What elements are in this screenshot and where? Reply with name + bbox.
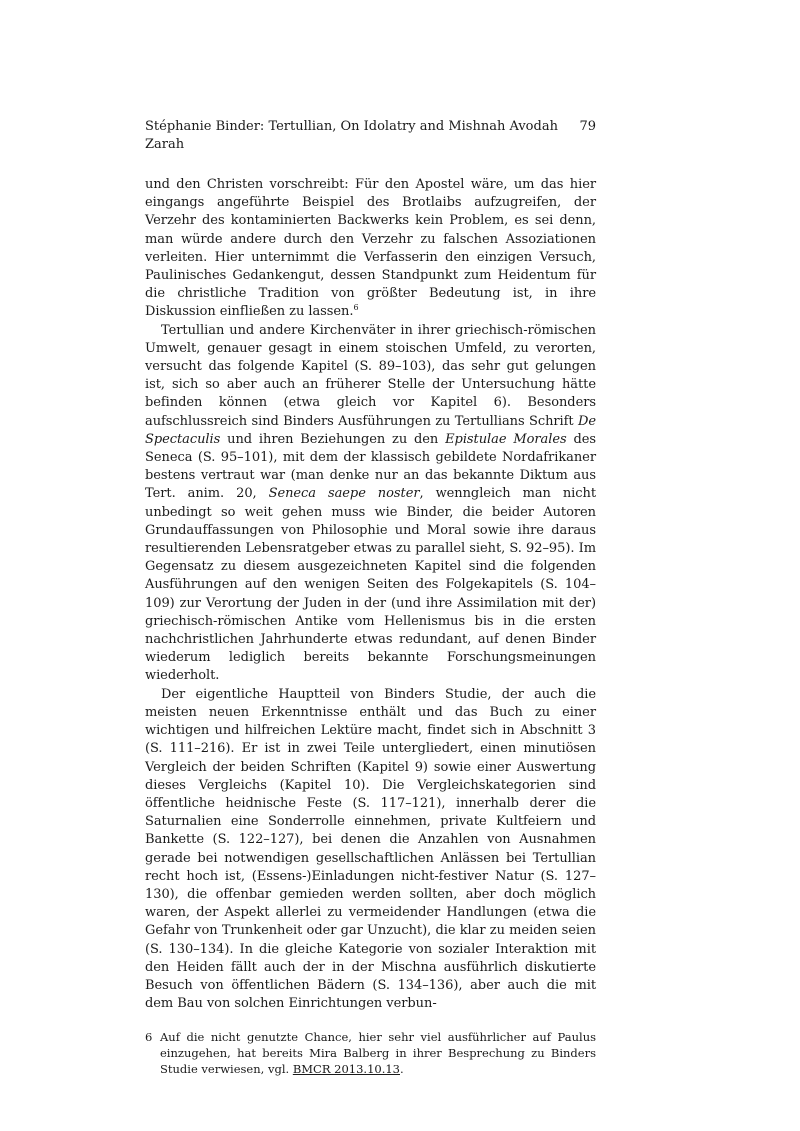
text-segment: Der eigentliche Hauptteil von Binders Studie, der auch die meisten neuen Erkenntnisse enthält und das Buch zu einer wichtigen und hilfreichen Lektüre macht, findet sich in Abschnitt 3 (S. 111–216). Er ist in zwei Teile untergliedert, einen minutiösen Vergleich der beiden Schriften (Kapitel 9) sowie einer Auswertung dieses Vergleichs (Kapitel 10). Die Vergleichskategorien sind öffentliche heidnische Feste (S. 117–121), innerhalb derer die Saturnalien eine Sonderrolle einnehmen, private Kultfeiern und Bankette (S. 122–127), bei denen die Anzahlen von Ausnahmen gerade bei notwendigen gesellschaftlichen Anlässen bei Tertullian recht hoch ist, (Essens-)Einladungen nicht-festiver Natur (S. 127–130), die offenbar gemieden werden sollten, aber doch möglich waren, der Aspekt allerlei zu vermeidender Handlungen (etwa die Gefahr von Trunkenheit oder gar Unzucht), die klar zu meiden seien (S. 130–134). In die gleiche Kategorie von sozialer Interaktion mit den Heiden fällt auch der in der Mischna ausführlich diskutierte Besuch von öffentlichen Bädern (S. 134–136), aber auch die mit dem Bau von solchen Einrichtungen verbun- <box>145 686 596 1012</box>
footnote-body: Auf die nicht genutzte Chance, hier sehr viel ausführlicher auf Paulus einzugehen, hat bereits Mira Balberg in ihrer Besprechung zu Binders Studie verwiesen, vgl. <box>160 1030 596 1077</box>
text-segment: und den Christen vorschreibt: Für den Apostel wäre, um das hier eingangs angeführte Beispiel des Brotlaibs aufzugreifen, der Verzehr des kontaminierten Backwerks kein Problem, es sei denn, man würde andere durch den Verzehr zu falschen Assoziationen verleiten. Hier unternimmt die Verfasserin den einzigen Versuch, Paulinisches Gedankengut, dessen Standpunkt zum Heidentum für die christliche Tradition von größter Bedeutung ist, in ihre Diskussion einfließen zu lassen. <box>145 177 596 320</box>
footnote-reference: 6 <box>353 303 359 313</box>
text-segment: Tertullian und andere Kirchenväter in ihrer griechisch-römischen Umwelt, genauer gesagt in einem stoischen Umfeld, zu verorten, versucht das folgende Kapitel (S. 89–103), das sehr gut gelungen ist, sich so aber auch an früherer Stelle der Untersuchung hätte befinden können (etwa gleich vor Kapitel 6). Besonders aufschlussreich sind Binders Ausführungen zu Tertullians Schrift <box>145 322 596 429</box>
page-number: 79 <box>579 119 596 134</box>
text-segment: und ihren Beziehungen zu den <box>220 431 446 447</box>
running-head-title: Stéphanie Binder: Tertullian, On Idolatry and Mishnah Avodah Zarah <box>145 119 558 152</box>
paragraph <box>145 176 596 322</box>
page <box>145 118 596 1077</box>
italic-text: Epistulae Morales <box>445 431 567 447</box>
footnote <box>145 1029 596 1077</box>
paragraph <box>145 322 596 686</box>
text-segment: des Seneca (S. 95–101), mit dem der klassisch gebildete Nordafrikaner bestens vertraut war (man denke nur an das bekannte Diktum aus Tert. anim. 20, <box>145 431 597 502</box>
italic-text: De Spectaculis <box>145 413 596 447</box>
footnote-end: . <box>400 1062 404 1077</box>
footnotes <box>145 1029 596 1077</box>
footnote-link[interactable]: BMCR 2013.10.13 <box>292 1062 400 1077</box>
running-head <box>145 118 596 154</box>
footnote-number: 6 <box>145 1030 153 1045</box>
body-text <box>145 176 596 1013</box>
text-segment: , wenngleich man nicht unbedingt so weit gehen muss wie Binder, die beider Autoren Grundauffassungen von Philosophie und Moral sowie ihre daraus resultierenden Lebensratgeber etwas zu parallel sieht, S. 92–95). Im Gegensatz zu diesem ausgezeichneten Kapitel sind die folgenden Ausführungen auf den wenigen Seiten des Folgekapitels (S. 104–109) zur Verortung der Juden in der (und ihre Assimilation mit der) griechisch-römischen Antike vom Hellenismus bis in die ersten nachchristlichen Jahrhunderte etwas redundant, auf denen Binder wiederum lediglich bereits bekannte Forschungsmeinungen wiederholt. <box>145 486 597 684</box>
paragraph <box>145 686 596 1014</box>
italic-text: Seneca saepe noster <box>268 486 420 502</box>
footnote-text <box>160 1029 596 1077</box>
